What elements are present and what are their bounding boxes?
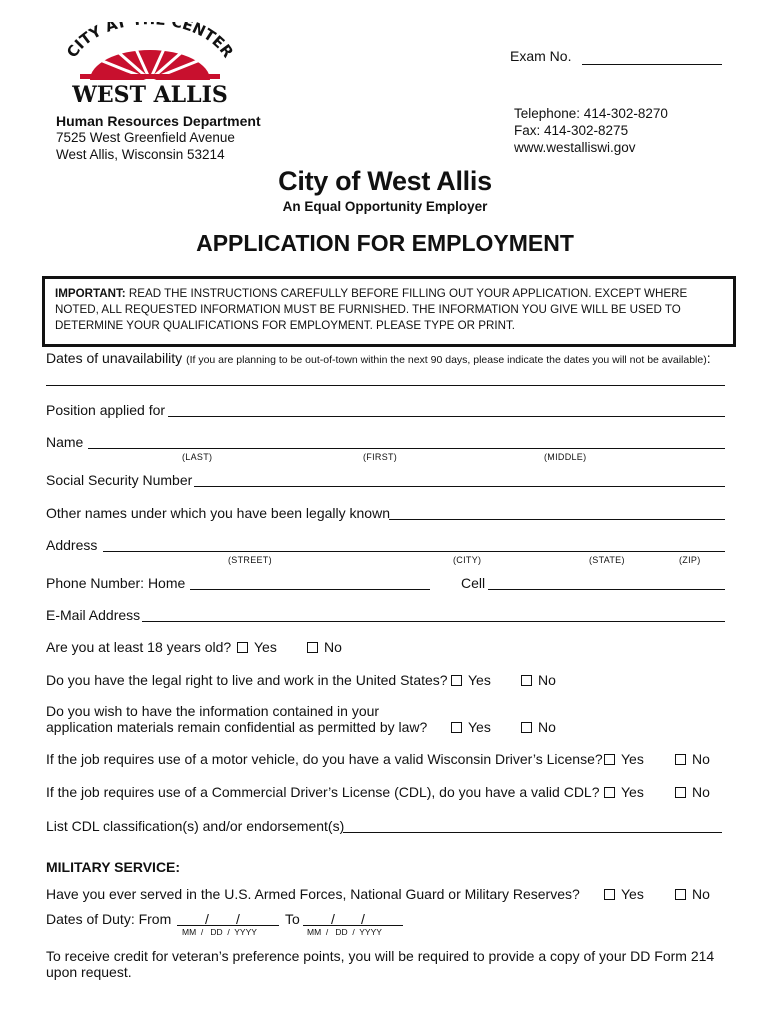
military-section-title: MILITARY SERVICE: [46,859,181,875]
fax: Fax: 414-302-8275 [514,123,629,138]
important-lead: IMPORTANT: [55,287,126,300]
age-yes-option[interactable] [237,639,277,655]
eoe-statement: An Equal Opportunity Employer [282,199,488,214]
cell-field[interactable] [488,589,725,590]
duty-from-slash-2: / [236,911,240,927]
duty-from-slash-1: / [205,911,209,927]
legal-right-question: Do you have the legal right to live and work in the United States? [46,672,448,688]
position-field[interactable] [168,416,725,417]
duty-to-field[interactable] [303,925,403,926]
name-last-caption: (LAST) [182,452,213,462]
address-line-1: 7525 West Greenfield Avenue [56,130,235,145]
logo-name: WEST ALLIS [72,82,228,108]
address-field[interactable] [103,551,725,552]
other-names-field[interactable] [389,519,725,520]
position-label: Position applied for [46,402,166,418]
address-street-caption: (STREET) [228,555,272,565]
cell-label: Cell [461,575,486,591]
duty-to-format: MM / DD / YYYY [307,927,382,937]
ssn-label: Social Security Number [46,472,193,488]
phone-home-field[interactable] [190,589,430,590]
exam-number-label: Exam No. [510,48,572,64]
confidential-question-line1: Do you wish to have the information contained in your [46,703,380,719]
telephone: Telephone: 414-302-8270 [514,106,668,121]
checkbox-icon[interactable] [521,675,532,686]
drivers-license-no-label: No [692,751,710,767]
cdl-question: If the job requires use of a Commercial Driver’s License (CDL), do you have a valid CDL? [46,784,600,800]
unavailability-label: Dates of unavailability [46,350,183,366]
department-name: Human Resources Department [56,113,261,129]
military-yes-option[interactable] [604,886,644,902]
cdl-no-label: No [692,784,710,800]
phone-home-label: Phone Number: Home [46,575,186,591]
address-state-caption: (STATE) [589,555,625,565]
website: www.westalliswi.gov [514,140,636,155]
checkbox-icon[interactable] [237,642,248,653]
name-field[interactable] [88,448,725,449]
checkbox-icon[interactable] [675,787,686,798]
important-text: READ THE INSTRUCTIONS CAREFULLY BEFORE FILLING OUT YOUR APPLICATION. EXCEPT WHERE NOTED, ALL REQUESTED INFORMATION MUST BE FURNISHED. THE INFORMATION YOU GIVE WILL BE USED TO DETERMINE YOUR QUALIFICATIONS FOR EMPLOYMENT. PLEASE TYPE OR PRINT. [55,287,688,332]
checkbox-icon[interactable] [675,889,686,900]
checkbox-icon[interactable] [675,754,686,765]
checkbox-icon[interactable] [604,787,615,798]
unavailability-field[interactable] [46,385,725,386]
duty-to-slash-2: / [361,911,365,927]
military-no-option[interactable] [675,886,710,902]
checkbox-icon[interactable] [604,754,615,765]
confidential-no-label: No [538,719,556,735]
drivers-license-yes-option[interactable] [604,751,644,767]
address-city-caption: (CITY) [453,555,482,565]
email-label: E-Mail Address [46,607,141,623]
logo-arc-text: CITY AT CENTER [62,22,237,61]
checkbox-icon[interactable] [451,722,462,733]
ssn-field[interactable] [194,486,725,487]
drivers-license-yes-label: Yes [621,751,644,767]
legal-right-no-option[interactable] [521,672,556,688]
military-served-question: Have you ever served in the U.S. Armed Forces, National Guard or Military Reserves? [46,886,580,902]
unavailability-row [46,350,711,366]
duty-to-slash-1: / [331,911,335,927]
west-allis-logo [60,22,240,108]
veteran-note-line1: To receive credit for veteran’s preference points, you will be required to provide a copy of your DD Form 214 [46,948,715,964]
age-no-label: No [324,639,342,655]
duty-from-field[interactable] [177,925,279,926]
address-zip-caption: (ZIP) [679,555,701,565]
checkbox-icon[interactable] [604,889,615,900]
legal-right-yes-label: Yes [468,672,491,688]
cdl-yes-option[interactable] [604,784,644,800]
cdl-class-field[interactable] [343,832,722,833]
duty-from-label: Dates of Duty: From [46,911,172,927]
cdl-yes-label: Yes [621,784,644,800]
unavailability-note: (If you are planning to be out-of-town within the next 90 days, please indicate the dates you will not be available) [186,354,707,366]
unavailability-colon: : [706,350,711,366]
confidential-yes-label: Yes [468,719,491,735]
age-question: Are you at least 18 years old? [46,639,232,655]
name-first-caption: (FIRST) [363,452,398,462]
military-yes-label: Yes [621,886,644,902]
age-no-option[interactable] [307,639,342,655]
city-title: City of West Allis [278,166,492,196]
military-no-label: No [692,886,710,902]
confidential-yes-option[interactable] [451,719,491,735]
legal-right-no-label: No [538,672,556,688]
other-names-label: Other names under which you have been legally known [46,505,390,521]
exam-number-field[interactable] [582,64,722,65]
checkbox-icon[interactable] [307,642,318,653]
name-middle-caption: (MIDDLE) [544,452,587,462]
email-field[interactable] [142,621,725,622]
important-instructions-box [42,276,736,347]
age-yes-label: Yes [254,639,277,655]
cdl-no-option[interactable] [675,784,710,800]
duty-to-label: To [285,911,300,927]
drivers-license-no-option[interactable] [675,751,710,767]
name-label: Name [46,434,84,450]
veteran-note-line2: upon request. [46,964,132,980]
legal-right-yes-option[interactable] [451,672,491,688]
form-title: APPLICATION FOR EMPLOYMENT [196,230,574,256]
confidential-question-line2: application materials remain confidential as permitted by law? [46,719,428,735]
confidential-no-option[interactable] [521,719,556,735]
checkbox-icon[interactable] [451,675,462,686]
cdl-class-label: List CDL classification(s) and/or endorsement(s) [46,818,345,834]
drivers-license-question: If the job requires use of a motor vehicle, do you have a valid Wisconsin Driver’s License? [46,751,603,767]
address-line-2: West Allis, Wisconsin 53214 [56,147,225,162]
duty-from-format: MM / DD / YYYY [182,927,257,937]
address-label: Address [46,537,98,553]
checkbox-icon[interactable] [521,722,532,733]
